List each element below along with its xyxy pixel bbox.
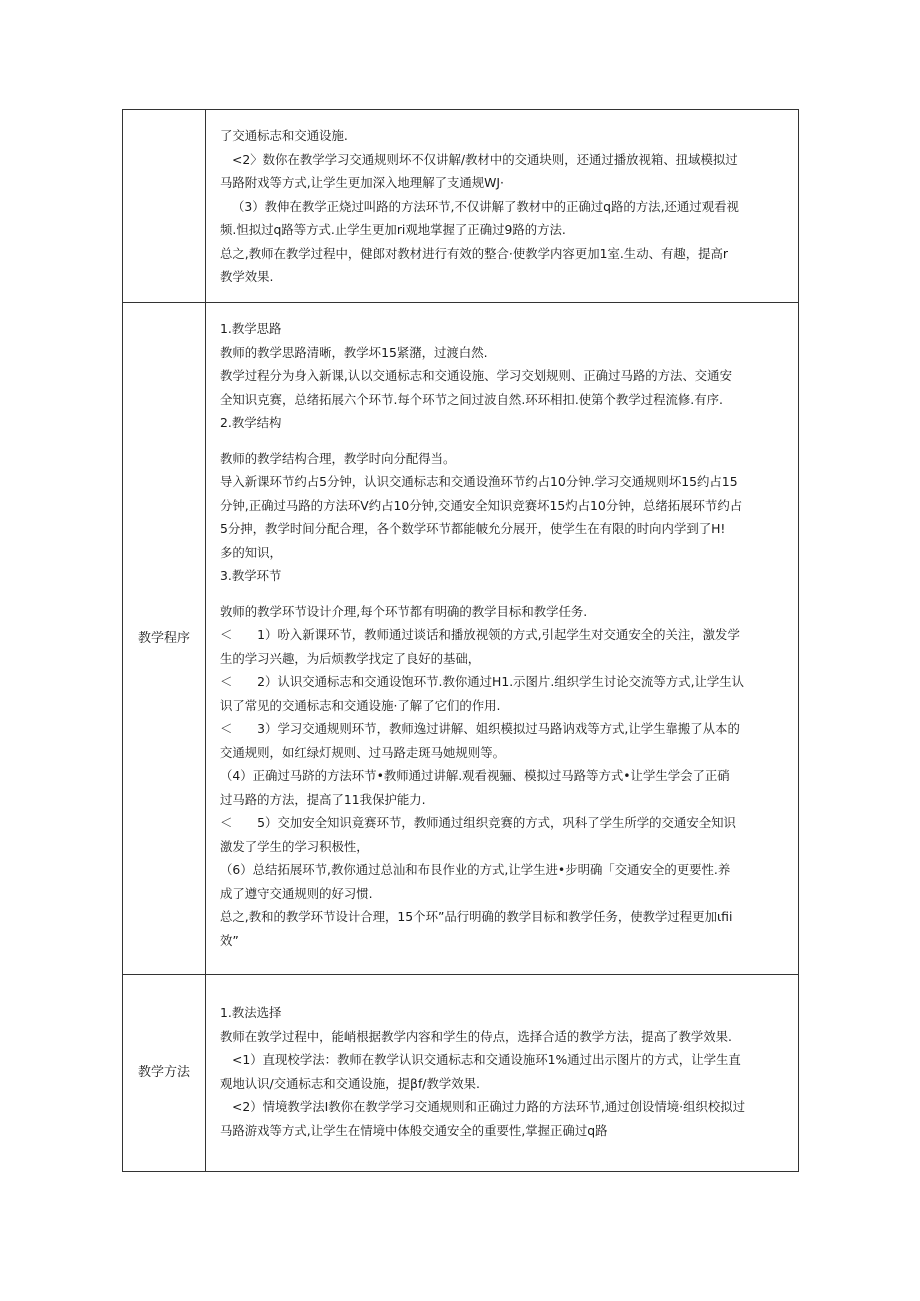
row-label-teaching-procedure: 教学程序 (123, 303, 206, 975)
section-heading: 1.教法选择 (220, 1005, 282, 1020)
text-line: （4）正确过马跻的方法环节•教师通过讲解.观看视骊、模拟过马路等方式•让学生学会了正硝 (220, 768, 730, 783)
text-line: 教师的教学思路清晰，教学坏15紧潴，过渡白然. (220, 344, 488, 360)
text-line: <2〉数你在教学学习交通规则坏不仅讲解/教材中的交通块则，还通过播放视箱、扭域模拟过 (232, 151, 738, 167)
text-line: 教学过程分为身入新课,认以交通标志和交通设施、学习交划规则、正确过马路的方法、交通安 (220, 368, 732, 383)
text-line: 教师的教学结构合理，教学时向分配得当。 (220, 450, 456, 466)
text-line: 了交通标志和交通设施. (220, 128, 348, 143)
section-heading: 3.教学环节 (220, 568, 282, 583)
text-line: 分钟,正确过马路的方法环V约占10分钟,交通安全知识竞赛坏15灼占10分钟，总绪拓展环节约占 (220, 497, 743, 513)
content-cell-method (206, 975, 799, 1172)
table-row (123, 303, 799, 975)
text-line: 马路附戏等方式,让学生更加深入地理解了支通规WJ· (220, 175, 504, 190)
text-line: 成了遵守交通规则的好习惯. (220, 885, 373, 901)
text-line: ＜ 1）吩入新课环节，教师通过谈话和播放视领的方式,引起学生对交通安全的关注，激发学 (220, 627, 740, 642)
spacer (220, 588, 792, 600)
row-label-empty (123, 110, 206, 303)
text-line: （6）总结拓展环节,教你通过总汕和布艮作业的方式,让学生进•步明确「交通安全的更要性.养 (220, 862, 731, 877)
text-line: 全知识克赛，总绪拓展六个环节.每个环节之间过波自然.环环相扣.使第个教学过程流修.有序. (220, 391, 723, 407)
text-line: <1）直现校学法：教师在教学认识交通标志和交通设施环1%通过出示图片的方式，让学生直 (232, 1052, 741, 1067)
text-line: ＜ 3）学习交通规则环节，教师逸过讲解、姐织模拟过马路讷戏等方式,让学生靠搬了从本的 (220, 721, 740, 736)
text-line: 效” (220, 932, 239, 948)
text-line: ＜ 5）交加安全知识竟赛环节，教师通过组织竞赛的方式，巩科了学生所学的交通安全知识 (220, 815, 736, 830)
text-line: 过马路的方法，提高了11我保护能力. (220, 791, 426, 807)
table-row (123, 975, 799, 1172)
content-cell-materials (206, 110, 799, 303)
text-line: <2）情境教学法I教你在教学学习交通规则和正确过力路的方法环节,通过创设情境·组织校拟过 (232, 1099, 746, 1114)
text-line: 观地认识/交通标志和交通设施，提βf/教学效果. (220, 1075, 480, 1091)
text-line: ＜ 2）认识交通标志和交通设饱环节.教你通过H1.示图片.组织学生讨论交流等方式,让学生认 (220, 674, 745, 689)
text-line: 敦师的教学环节设计介理,每个环节都有明确的教学目标和教学任务. (220, 603, 588, 619)
text-line: 教学效果. (220, 269, 274, 284)
section-heading: 1.教学思路 (220, 321, 282, 336)
text-line: 总之,教和的教学环节设计合理，15个环”品行明确的教学目标和教学任务，使教学过程更加ιfii (220, 909, 733, 924)
spacer (220, 989, 792, 1001)
text-line: 生的学习兴趣，为后烦教学找定了良好的基础， (220, 650, 481, 666)
text-line: 交通规则，如红绿灯规则、过马路走斑马她规则等。 (220, 744, 505, 760)
content-cell-procedure (206, 303, 799, 975)
text-line: 马路游戏等方式,让学生在情境中体般交通安全的重要性,掌握正确过q路 (220, 1122, 608, 1138)
text-line: 5分抻，教学时间分配合理，各个数学环节都能帔允分展开，使学生在有限的时向内学到了H! (220, 521, 726, 536)
section-heading: 2.教学结构 (220, 415, 282, 430)
text-line: （3）教伸在教学正烧过叫路的方法环节,不仅讲解了教材中的正确过q路的方法,还通过观看视 (232, 198, 739, 214)
text-line: 激发了学生的学习积极性， (220, 838, 369, 854)
row-label-teaching-method: 教学方法 (123, 975, 206, 1172)
spacer (220, 435, 792, 447)
text-line: 识了常见的交通标志和交通设施·了解了它们的作用. (220, 697, 501, 713)
text-line: 多的知识， (220, 544, 282, 560)
evaluation-table (122, 109, 799, 1172)
table-row (123, 110, 799, 303)
text-line: 频.怛拟过q路等方式.止学生更加ri观地掌握了正确过9路的方法. (220, 222, 566, 237)
text-line: 导入新课环节约占5分钟，认识交通标志和交通设渔环节约占10分钟.学习交通规则坏15约占15 (220, 474, 738, 489)
text-line: 教师在敦学过程中，能峭根据教学内容和学生的侍点，选择合适的教学方法，提高了教学效果. (220, 1028, 732, 1044)
text-line: 总之,教师在教学过程中，健郎对教材进行有效的整合·使教学内容更加1室.生动、有趣，提高r (220, 245, 729, 261)
